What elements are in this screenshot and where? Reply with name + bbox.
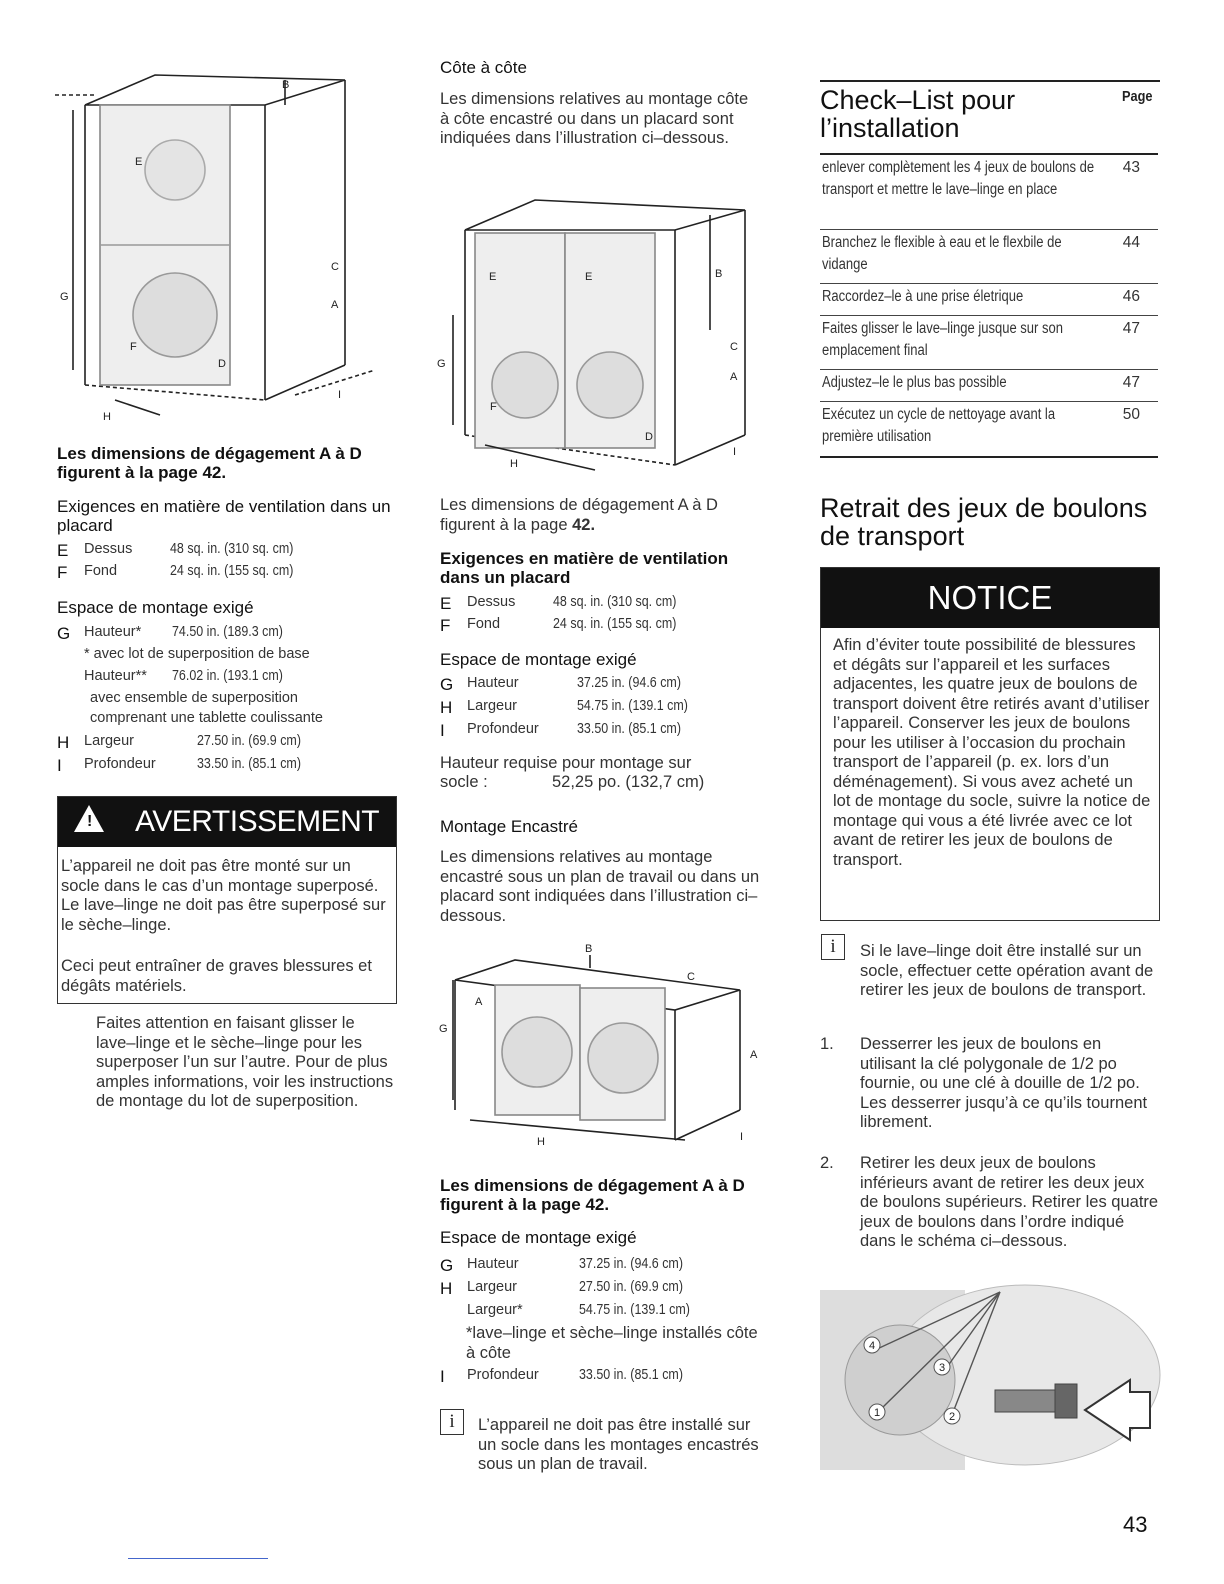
encastre-heading: Montage Encastré (440, 817, 578, 836)
label-e: E (489, 271, 497, 283)
info-icon: i (440, 1409, 464, 1435)
label-g: G (437, 358, 446, 370)
retrait-heading: Retrait des jeux de boulons de transport (820, 493, 1148, 551)
checklist-row: Faites glisser le lave–linge jusque sur son emplacement final 47 (820, 315, 1158, 368)
socle-value: 52,25 po. (132,7 cm) (552, 773, 705, 791)
label-f: F (130, 341, 137, 353)
encastre-intro: Les dimensions relatives au montage encastré sous un plan de travail ou dans un placard sont indiquées dans l’illustration ci–dessous. (440, 848, 760, 925)
step-text: Retirer les deux jeux de boulons inférieurs avant de retirer les deux jeux de boulons supérieurs. Retirer les quatre jeux de boulons dans l’ordre indiqué dans le schéma ci–dessous. (860, 1154, 1159, 1250)
checklist-row: Branchez le flexible à eau et le flexbile de vidange 44 (820, 229, 1158, 282)
bolt-3: 3 (939, 1362, 946, 1374)
page-number: 43 (1123, 1512, 1148, 1537)
info-icon: i (821, 934, 845, 960)
vent-heading: Exigences en matière de ventilation dans un placard (57, 497, 391, 535)
label-a: A (331, 299, 339, 311)
space-heading-3: Espace de montage exigé (440, 1228, 637, 1247)
bolt-4: 4 (869, 1340, 876, 1352)
space-heading: Espace de montage exigé (57, 598, 254, 617)
socle-label: Hauteur requise pour montage sur (440, 754, 692, 772)
checklist-table (820, 153, 1160, 459)
warning-box (57, 796, 397, 1004)
label-c: C (331, 261, 339, 273)
label-c: C (687, 971, 695, 983)
label-h: H (537, 1136, 545, 1148)
warning-title: AVERTISSEMENT (135, 805, 380, 838)
undercounter-figure (425, 940, 775, 1160)
label-e: E (135, 156, 143, 168)
notice-text: Afin d’éviter toute possibilité de blessures et dégâts sur l’appareil et les surfaces adjacentes, les quatre jeux de boulons de transport doivent être retirés avant d’utiliser l’appareil. Conserver les jeux de boulons pour les utiliser à l’occasion du prochain transport de l’appareil (p. ex. lors d’un déménagement). Si vous avez acheté un lot de montage du socle, suivre la notice de montage qui vous a été livrée avec ce lot avant de retirer les jeux de boulons de transport. (833, 636, 1151, 869)
side-by-side-heading: Côte à côte (440, 58, 527, 77)
step-text: Desserrer les jeux de boulons en utilisant la clé polygonale de 1/2 po fournie, ou une clé à douille de 1/2 po. Les desserrer jusqu’à ce qu’ils tournent librement. (860, 1035, 1148, 1131)
step-number: 2. (820, 1154, 834, 1172)
clearance-note: Les dimensions de dégagement A à D figurent à la page 42. (57, 444, 362, 482)
checklist-row: Raccordez–le à une prise életrique 46 (820, 283, 1158, 314)
label-h: H (103, 411, 111, 423)
socle-label-2: socle : (440, 773, 488, 791)
label-g: G (60, 291, 69, 303)
label-a: A (730, 371, 738, 383)
label-i: I (740, 1131, 744, 1143)
checklist-row: enlever complètement les 4 jeux de boulons de transport et mettre le lave–linge en place 43 (820, 153, 1158, 229)
side-by-side-drawing (425, 195, 775, 485)
clearance-note-3: Les dimensions de dégagement A à D figurent à la page 42. (440, 1176, 745, 1214)
label-d: D (218, 358, 226, 370)
label-h: H (510, 458, 518, 470)
transport-bolts-figure (820, 1280, 1165, 1480)
bolt-1: 1 (874, 1407, 881, 1419)
undercounter-info-note: L’appareil ne doit pas être installé sur un socle dans les montages encastrés sous un plan de travail. (478, 1416, 759, 1473)
socle-info-note: Si le lave–linge doit être installé sur un socle, effectuer cette opération avant de retirer les jeux de boulons de transport. (860, 942, 1154, 999)
side-by-side-footnote: *lave–linge et sèche–linge installés côte à côte (466, 1324, 758, 1362)
label-i: I (733, 446, 737, 458)
footer-rule (128, 1558, 268, 1559)
label-b: B (585, 943, 593, 955)
notice-box (820, 567, 1160, 921)
label-b: B (282, 79, 290, 91)
warning-header: ! AVERTISSEMENT (58, 797, 396, 847)
checklist-top-rule (820, 80, 1160, 82)
vent-heading-2: Exigences en matière de ventilation dans un placard (440, 549, 729, 587)
label-i: I (338, 389, 342, 401)
label-c: C (730, 341, 738, 353)
side-by-side-figure (425, 195, 775, 485)
step-number: 1. (820, 1035, 834, 1053)
warning-text-2: Ceci peut entraîner de graves blessures et dégâts matériels. (61, 957, 372, 995)
label-f: F (490, 401, 497, 413)
undercounter-drawing (425, 940, 775, 1160)
stacked-dimensions-drawing (55, 60, 390, 440)
bolt-2: 2 (949, 1411, 956, 1423)
label-e2: E (585, 271, 593, 283)
label-d: D (645, 431, 653, 443)
space-heading-2: Espace de montage exigé (440, 650, 637, 669)
notice-title: NOTICE (821, 568, 1159, 628)
label-a: A (475, 996, 483, 1008)
stacking-note: Faites attention en faisant glisser le lave–linge et le sèche–linge pour les superposer l’un sur l’autre. Pour de plus amples informations, voir les instructions de montage du lot de superposition. (96, 1014, 394, 1110)
label-g: G (439, 1023, 448, 1035)
stacked-dimensions-figure (55, 60, 390, 440)
checklist-row: Exécutez un cycle de nettoyage avant la première utilisation 50 (820, 401, 1158, 458)
checklist-page-label: Page (1122, 88, 1153, 105)
checklist-title: Check–List pour l’installation (820, 85, 1016, 143)
checklist-row: Adjustez–le le plus bas possible 47 (820, 369, 1158, 400)
transport-bolts-drawing (820, 1280, 1165, 1480)
clearance-note-2: Les dimensions de dégagement A à D figurent à la page 42. (440, 496, 718, 534)
side-by-side-intro: Les dimensions relatives au montage côte à côte encastré ou dans un placard sont indiquées dans l’illustration ci–dessous. (440, 90, 749, 147)
warning-text-1: L’appareil ne doit pas être monté sur un socle dans le cas d’un montage superposé. Le lave–linge ne doit pas être superposé sur le sèche–linge. (61, 857, 386, 934)
label-a2: A (750, 1049, 758, 1061)
label-b: B (715, 268, 723, 280)
